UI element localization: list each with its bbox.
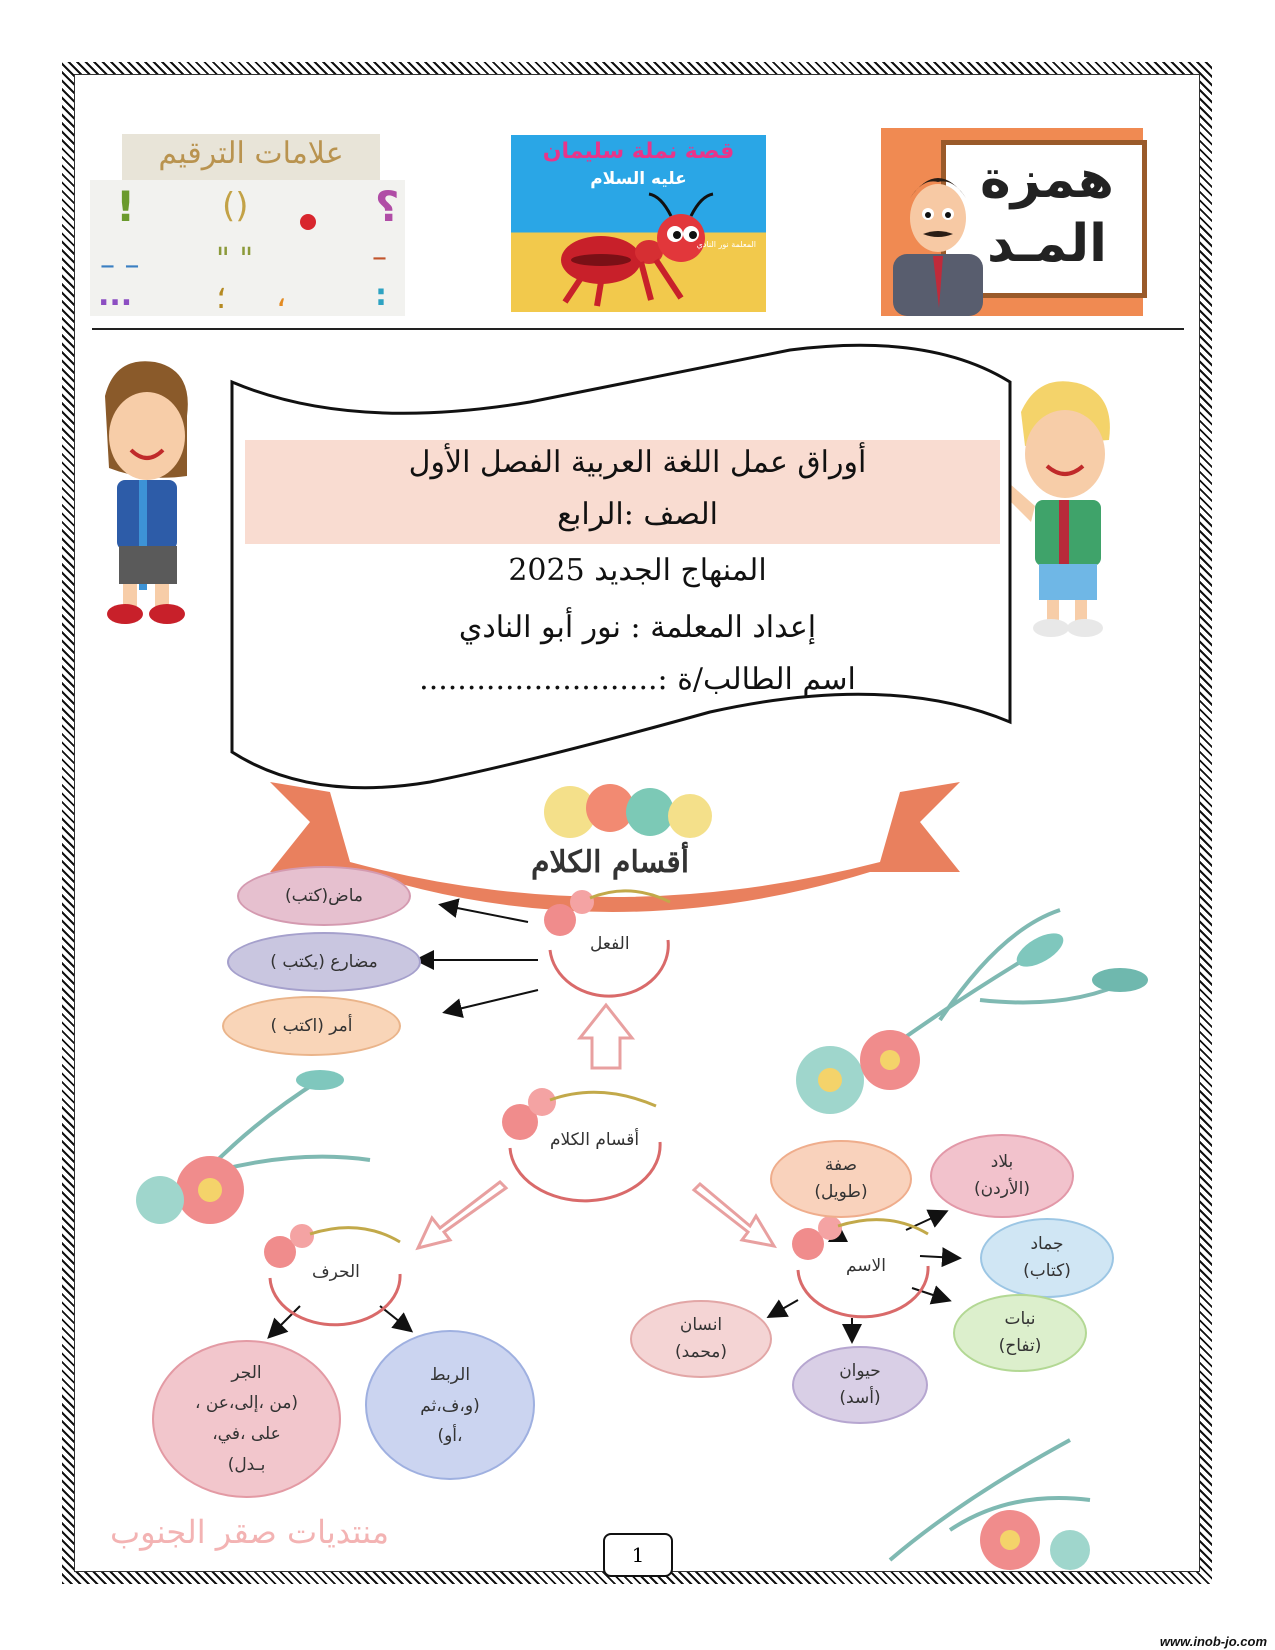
quote-icon: " " <box>216 242 254 277</box>
center-label: أقسام الكلام <box>550 1130 640 1150</box>
noun-object: جماد (كتاب) <box>980 1218 1114 1298</box>
parentheses-icon: () <box>222 186 249 226</box>
noun-country: بلاد (الأردن) <box>930 1134 1074 1218</box>
comma-icon: ، <box>276 276 287 314</box>
noun-plant: نبات (تفاح) <box>953 1294 1087 1372</box>
hamza-line1: همزة <box>980 150 1114 210</box>
noun-label: الاسم <box>846 1256 886 1276</box>
story-subtitle: عليه السلام <box>590 169 687 189</box>
forum-watermark: منتديات صقر الجنوب <box>110 1513 389 1551</box>
colon-icon: : <box>375 278 387 313</box>
question-icon: ؟ <box>375 182 400 231</box>
dash-icon: – – <box>100 248 140 283</box>
page-number: 1 <box>603 1533 673 1577</box>
hamza-line2: المـد <box>986 214 1108 274</box>
punctuation-title: علامات الترقيم <box>158 136 344 171</box>
verb-past: ماض(كتب) <box>237 866 411 926</box>
ellipsis-icon: ... <box>98 278 133 313</box>
noun-adjective: صفة (طويل) <box>770 1140 912 1218</box>
site-url: www.inob-jo.com <box>1159 1634 1267 1649</box>
diagram-banner-title: أقسام الكلام <box>530 845 690 880</box>
verb-present: مضارع (يكتب ) <box>227 932 421 992</box>
verb-imperative: أمر (اكتب ) <box>222 996 401 1056</box>
exclamation-icon: ! <box>116 182 136 231</box>
story-credit: المعلمة نور النادي <box>696 240 756 249</box>
noun-animal: حيوان (أسد) <box>792 1346 928 1424</box>
particle-label: الحرف <box>312 1262 360 1282</box>
teacher-line: إعداد المعلمة : نور أبو النادي <box>458 610 817 645</box>
grade-line: الصف :الرابع <box>557 497 718 532</box>
semicolon-icon: ؛ <box>216 278 227 316</box>
particle-jar: الجر (من ،إلى،عن ، على ،في، بـدل) <box>152 1340 341 1498</box>
title-line1: أوراق عمل اللغة العربية الفصل الأول <box>408 445 867 480</box>
curriculum-line: المنهاج الجديد 2025 <box>508 553 767 588</box>
verb-label: الفعل <box>590 934 630 954</box>
student-name-line: اسم الطالب/ة :......................... <box>419 662 856 697</box>
hyphen-icon: – <box>372 240 387 275</box>
story-title: قصة نملة سليمان <box>542 139 735 164</box>
noun-human: انسان (محمد) <box>630 1300 772 1378</box>
particle-rabt: الربط (و،ف،ثم ،أو) <box>365 1330 535 1480</box>
